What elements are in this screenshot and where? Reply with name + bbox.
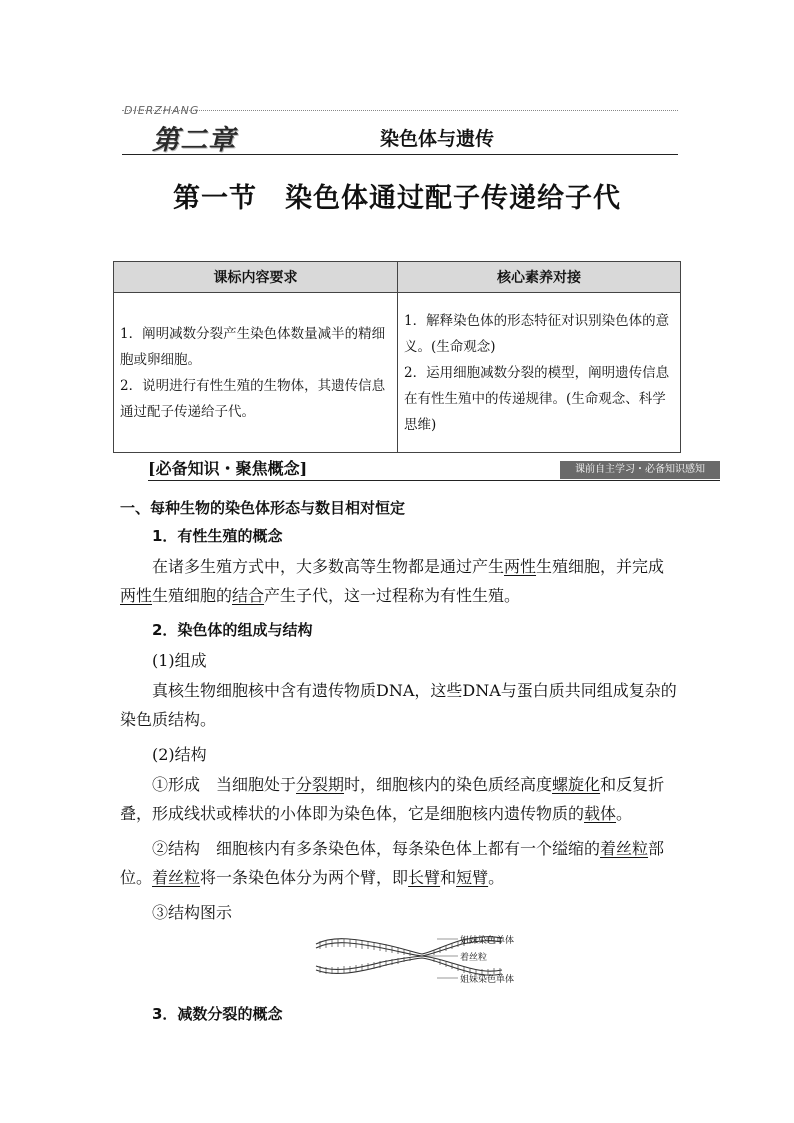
table-header-right: 核心素养对接 [398, 262, 681, 293]
heading-one: 一、每种生物的染色体形态与数目相对恒定 [120, 499, 406, 517]
competency-item: 2．运用细胞减数分裂的模型，阐明遗传信息在有性生殖中的传递规律。(生命观念、科学思维) [404, 364, 670, 433]
blank-answer: 短臂 [456, 868, 489, 887]
blank-answer: 分裂期 [296, 775, 345, 794]
blank-answer: 着丝粒 [152, 868, 201, 887]
header-top-rule [122, 110, 678, 111]
competency-item: 1．解释染色体的形态特征对识别染色体的意义。(生命观念) [404, 312, 670, 355]
paragraph-structure: ②结构 细胞核内有多条染色体，每条染色体上都有一个缢缩的着丝粒部位。着丝粒将一条染色体分为两个臂，即长臂和短臂。 [120, 839, 665, 887]
blank-answer: 着丝粒 [600, 839, 649, 858]
standard-item: 1．阐明减数分裂产生染色体数量减半的精细胞或卵细胞。 [120, 325, 386, 368]
header-bottom-rule [122, 154, 678, 155]
heading-2: 2．染色体的组成与结构 [152, 621, 313, 639]
standards-table [113, 261, 681, 453]
paragraph-figure-caption: ③结构图示 [152, 903, 233, 922]
label-sister-chromatid-bottom: 姐妹染色单体 [460, 975, 515, 985]
blank-answer: 结合 [232, 586, 265, 605]
table-header-left: 课标内容要求 [114, 262, 398, 293]
standard-item: 2．说明进行有性生殖的生物体，其遗传信息通过配子传递给子代。 [120, 377, 386, 420]
label-sister-chromatid-top: 姐妹染色单体 [460, 936, 515, 946]
section-title: 第一节 染色体通过配子传递给子代 [173, 183, 621, 214]
blank-answer: 螺旋化 [552, 775, 601, 794]
blank-answer: 两性 [120, 586, 153, 605]
chapter-pinyin: DIERZHANG [124, 104, 200, 117]
heading-2-1: (1)组成 [152, 651, 207, 670]
knowledge-banner: [必备知识・聚焦概念] [148, 459, 308, 478]
label-centromere: 着丝粒 [460, 953, 488, 963]
banner-rule [148, 480, 720, 481]
paragraph-formation: ①形成 当细胞处于分裂期时，细胞核内的染色质经高度螺旋化和反复折叠，形成线状或棒状的小体即为染色体，它是细胞核内遗传物质的载体。 [120, 775, 665, 823]
heading-1: 1．有性生殖的概念 [152, 527, 283, 545]
chapter-title: 染色体与遗传 [380, 128, 495, 150]
paragraph-composition: 真核生物细胞核中含有遗传物质DNA，这些DNA与蛋白质共同组成复杂的染色质结构。 [120, 681, 677, 729]
chapter-number: 第二章 [152, 125, 236, 156]
paragraph-sexual-reproduction: 在诸多生殖方式中，大多数高等生物都是通过产生两性生殖细胞，并完成两性生殖细胞的结合产生子代，这一过程称为有性生殖。 [120, 557, 665, 605]
blank-answer: 长臂 [408, 868, 441, 887]
table-cell-left [114, 293, 398, 453]
heading-2-2: (2)结构 [152, 745, 207, 764]
blank-answer: 两性 [504, 557, 537, 576]
blank-answer: 载体 [584, 804, 617, 823]
banner-tag: 课前自主学习・必备知识感知 [560, 461, 720, 479]
table-cell-right [398, 293, 681, 453]
heading-3: 3．减数分裂的概念 [152, 1005, 283, 1023]
